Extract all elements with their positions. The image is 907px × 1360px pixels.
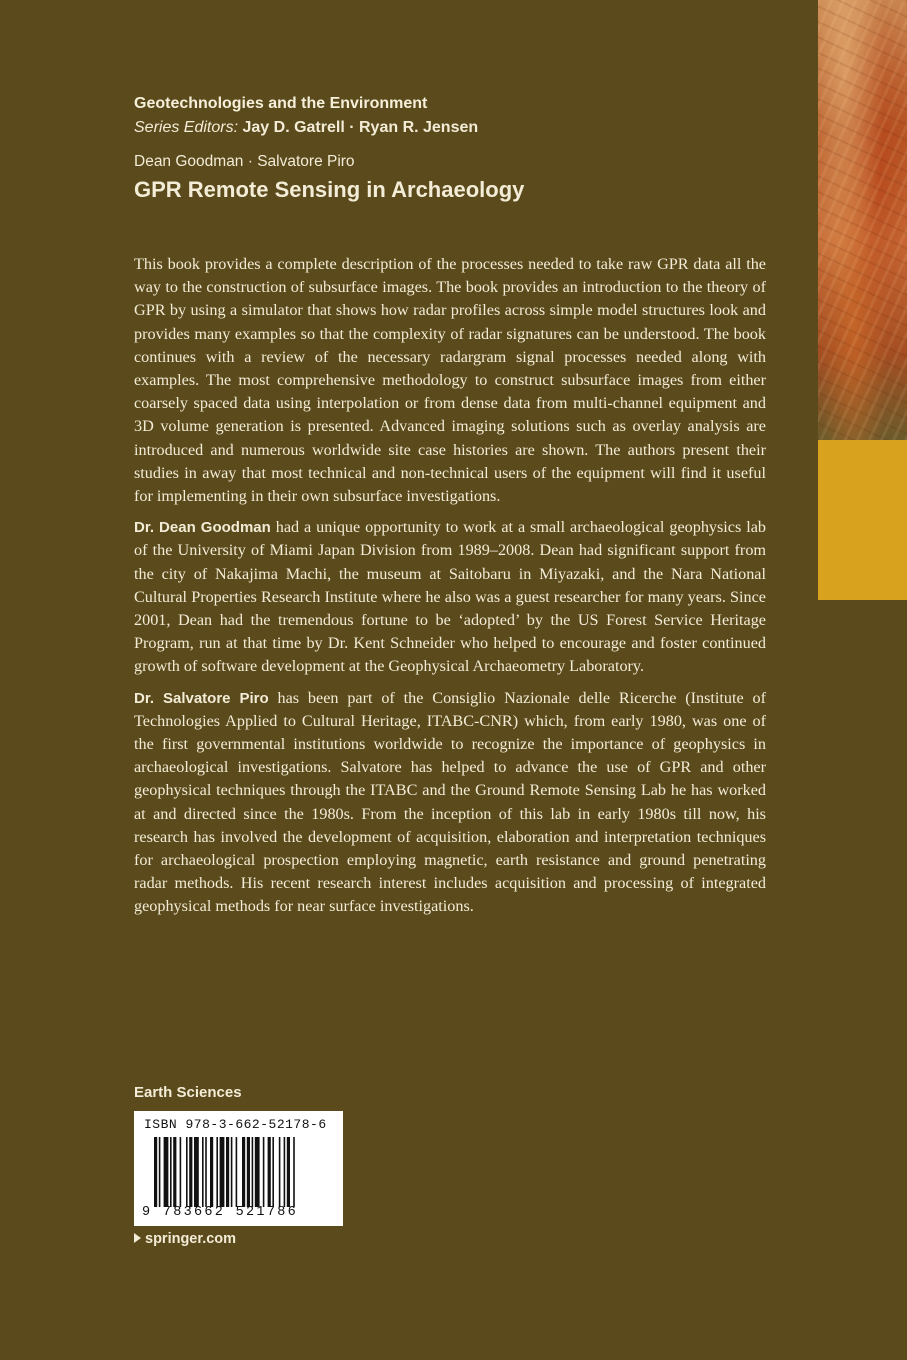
barcode-bar bbox=[287, 1137, 290, 1207]
barcode-bar bbox=[205, 1137, 207, 1207]
barcode-bar bbox=[154, 1137, 157, 1207]
subject-category: Earth Sciences bbox=[134, 1084, 242, 1101]
back-cover-text bbox=[134, 253, 766, 927]
barcode-bar bbox=[263, 1137, 265, 1207]
book-description: This book provides a complete description of the processes needed to take raw GPR data all the way to the construction of subsurface images. The book provides an introduction to the theory of GPR by using a simulator that shows how radar profiles across simple model structures look and provides many examples so that the complexity of radar signatures can be understood. The book continues with a review of the necessary radargram signal processes needed along with examples. The most comprehensive methodology to construct subsurface images from either coarsely spaced data using interpolation or from dense data from multi-channel equipment and 3D volume generation is presented. Advanced imaging solutions such as overlay analysis are introduced and numerous worldwide site case histories are shown. The authors present their studies in away that most technical and non-technical users of the equipment will find it useful for implementing in their own subsurface investigations. bbox=[134, 255, 766, 506]
barcode-bar bbox=[186, 1137, 188, 1207]
barcode-bar bbox=[170, 1137, 172, 1207]
cover-side-strip bbox=[818, 0, 907, 1360]
isbn-label: ISBN 978-3-662-52178-6 bbox=[144, 1117, 327, 1132]
barcode-bar bbox=[284, 1137, 286, 1207]
barcode-bar bbox=[272, 1137, 274, 1207]
barcode-bar bbox=[220, 1137, 225, 1207]
series-editors-line bbox=[134, 116, 478, 140]
accent-band bbox=[818, 440, 907, 600]
barcode-bar bbox=[159, 1137, 161, 1207]
barcode-bar bbox=[189, 1137, 192, 1207]
barcode-bar bbox=[216, 1137, 218, 1207]
bio-name: Dr. Dean Goodman bbox=[134, 519, 271, 537]
barcode-bar bbox=[242, 1137, 245, 1207]
series-editors: Jay D. Gatrell · Ryan R. Jensen bbox=[242, 119, 479, 136]
barcode-bar bbox=[293, 1137, 295, 1207]
barcode-digits: 9 783662 521786 bbox=[142, 1205, 299, 1220]
arrow-right-icon bbox=[134, 1233, 141, 1243]
publisher-url: springer.com bbox=[145, 1231, 237, 1247]
barcode-bar bbox=[255, 1137, 260, 1207]
series-editors-label: Series Editors: bbox=[134, 119, 239, 136]
barcode-bar bbox=[180, 1137, 182, 1207]
barcode-bar bbox=[164, 1137, 169, 1207]
isbn-barcode bbox=[134, 1111, 343, 1226]
series-info bbox=[134, 92, 478, 140]
barcode-bar bbox=[279, 1137, 281, 1207]
barcode-bar bbox=[252, 1137, 254, 1207]
archaeology-site-image bbox=[818, 0, 907, 440]
bio-text: has been part of the Consiglio Nazionale delle Ricerche (Institute of Technologies Applied to Cultural Heritage, ITABC-CNR) which, from early 1980, was one of the first governmental institutions worldwide to recognize the importance of geophysics in archaeological investigations. Salvatore has helped to advance the use of GPR and other geophysical techniques through the ITABC and the Ground Remote Sensing Lab he has worked at and directed since the 1980s. From the inception of this lab in early 1980s till now, his research has involved the development of acquisition, elaboration and interpretation techniques for archaeological prospection employing magnetic, earth resistance and ground penetrating radar methods. His recent research interest includes acquisition and processing of integrated geophysical methods for near surface investigations. bbox=[134, 688, 766, 916]
bio-text: had a unique opportunity to work at a small archaeological geophysics lab of the University of Miami Japan Division from 1989–2008. Dean had significant support from the city of Nakajima Machi, the museum at Saitobaru in Miyazaki, and the Nara National Cultural Properties Research Institute where he also was a guest researcher for many years. Since 2001, Dean had the tremendous fortune to be ‘adopted’ by the US Forest Service Heritage Program, run at that time by Dr. Kent Schneider who helped to encourage and foster continued growth of software development at the Geophysical Archaeometry Laboratory. bbox=[134, 518, 766, 676]
barcode-bar bbox=[231, 1137, 233, 1207]
barcode-bar bbox=[268, 1137, 271, 1207]
barcode-icon bbox=[142, 1137, 335, 1207]
publisher-link[interactable] bbox=[134, 1231, 236, 1247]
barcode-bar bbox=[236, 1137, 238, 1207]
book-authors: Dean Goodman · Salvatore Piro bbox=[134, 153, 355, 170]
book-title: GPR Remote Sensing in Archaeology bbox=[134, 177, 525, 202]
barcode-bar bbox=[202, 1137, 204, 1207]
barcode-bar bbox=[173, 1137, 176, 1207]
series-title: Geotechnologies and the Environment bbox=[134, 95, 428, 112]
author-bio-piro bbox=[134, 687, 766, 919]
barcode-bar bbox=[226, 1137, 229, 1207]
barcode-bar bbox=[194, 1137, 199, 1207]
barcode-bar bbox=[210, 1137, 213, 1207]
barcode-bar bbox=[247, 1137, 250, 1207]
author-bio-goodman bbox=[134, 516, 766, 678]
bio-name: Dr. Salvatore Piro bbox=[134, 689, 269, 707]
